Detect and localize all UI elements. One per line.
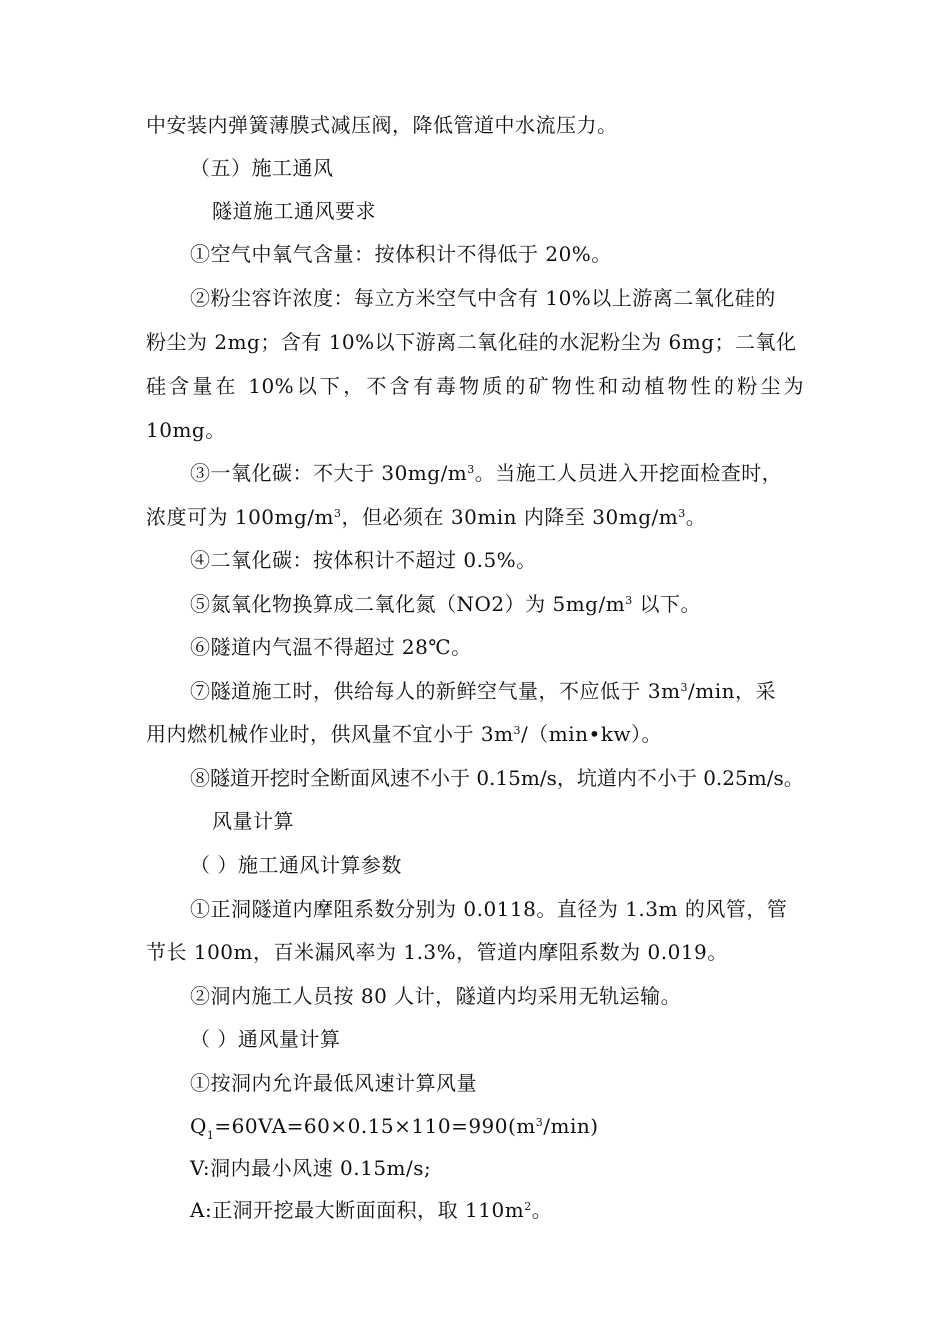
subsection-heading: 风量计算 xyxy=(212,809,294,833)
subsection-heading: （ ）通风量计算 xyxy=(190,1027,341,1051)
paragraph-line: ①按洞内允许最低风速计算风量 xyxy=(190,1071,477,1095)
paragraph-line: ②粉尘容许浓度：每立方米空气中含有 10%以上游离二氧化硅的 xyxy=(190,286,776,310)
paragraph-line: ⑥隧道内气温不得超过 28℃。 xyxy=(190,635,472,659)
subsection-heading: （ ）施工通风计算参数 xyxy=(190,853,402,877)
paragraph-line: 浓度可为 $100mg/m^3$，但必须在 30min 内降至 $30mg/m^3$。 xyxy=(146,505,707,529)
superscript: 3 xyxy=(467,463,475,476)
paragraph-line: 硅含量在 10%以下，不含有毒物质的矿物性和动植物性的粉尘为 xyxy=(146,374,804,398)
superscript: 3 xyxy=(678,507,686,520)
paragraph-line: ②洞内施工人员按 80 人计，隧道内均采用无轨运输。 xyxy=(190,984,682,1008)
paragraph-line: V:洞内最小风速 0.15m/s; xyxy=(190,1156,432,1180)
paragraph-line: ⑧隧道开挖时全断面风速不小于 0.15m/s，坑道内不小于 0.25m/s。 xyxy=(190,766,804,790)
superscript: 2 xyxy=(524,1200,532,1213)
formula-line: $Q_1=60VA=60\times 0.15\times 110=990(m^3/\min)$ xyxy=(190,1114,599,1142)
paragraph-line: ④二氧化碳：按体积计不超过 0.5%。 xyxy=(190,548,537,572)
paragraph-line: 用内燃机械作业时，供风量不宜小于 $3m^3/(\min•kw)$。 xyxy=(146,722,663,746)
paragraph-line: ⑦隧道施工时，供给每人的新鲜空气量，不应低于 $3m^3/\min$，采 xyxy=(190,679,777,703)
paragraph-line: 10mg。 xyxy=(146,418,226,442)
paragraph-line: ③一氧化碳：不大于 $30mg/m^3$。当施工人员进入开挖面检查时， xyxy=(190,461,783,485)
section-heading: （五）施工通风 xyxy=(190,156,334,180)
superscript: 3 xyxy=(535,1116,544,1129)
paragraph-line: 中安装内弹簧薄膜式减压阀，降低管道中水流压力。 xyxy=(146,113,618,137)
paragraph-line: 粉尘为 2mg；含有 10%以下游离二氧化硅的水泥粉尘为 6mg；二氧化 xyxy=(146,330,797,354)
superscript: 3 xyxy=(513,724,522,737)
paragraph-line: ①空气中氧气含量：按体积计不得低于 20%。 xyxy=(190,242,612,266)
paragraph-line: ⑤氮氧化物换算成二氧化氮（NO2）为 $5mg/m^3$ 以下。 xyxy=(190,592,702,616)
subsection-heading: 隧道施工通风要求 xyxy=(212,199,376,223)
paragraph-line: A:正洞开挖最大断面面积，取 $110m^2$。 xyxy=(190,1198,553,1222)
subscript: 1 xyxy=(206,1129,215,1142)
superscript: 3 xyxy=(680,681,689,694)
paragraph-line: ①正洞隧道内摩阻系数分别为 0.0118。直径为 1.3m 的风管，管 xyxy=(190,897,788,921)
paragraph-line: 节长 100m，百米漏风率为 1.3%，管道内摩阻系数为 0.019。 xyxy=(146,940,728,964)
superscript: 3 xyxy=(625,594,633,607)
superscript: 3 xyxy=(334,507,342,520)
